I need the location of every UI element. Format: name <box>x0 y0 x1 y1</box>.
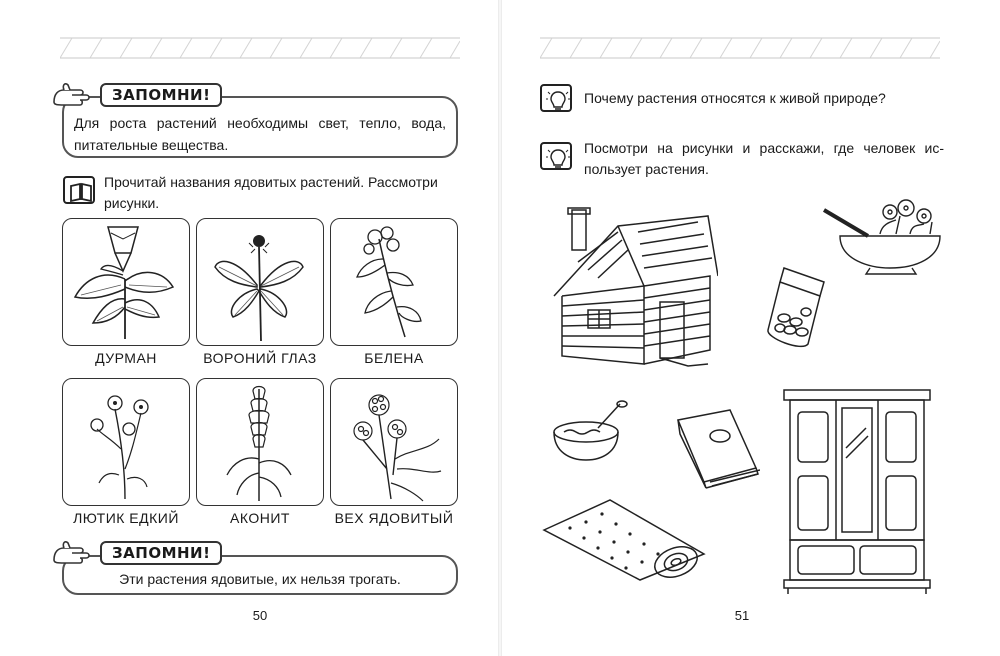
page-number-right: 51 <box>734 608 750 623</box>
question-1-text: Почему растения относятся к живой природе? <box>584 90 886 106</box>
lightbulb-icon <box>540 84 572 112</box>
remember-tag-2: ЗАПОМНИ! <box>100 541 222 565</box>
belena-illustration <box>331 219 456 344</box>
book-icon <box>63 176 95 204</box>
writing-lines <box>540 32 940 62</box>
writing-lines <box>60 32 460 62</box>
mortar-herbs-illustration <box>820 196 950 276</box>
plant-card-lyutik <box>62 378 190 506</box>
plant-label-veh: ВЕХ ЯДОВИТЫЙ <box>334 510 454 526</box>
durman-illustration <box>63 219 188 344</box>
plant-label-akonit: АКОНИТ <box>230 510 290 526</box>
plant-card-durman <box>62 218 190 346</box>
pointing-hand-icon <box>50 538 94 568</box>
plant-card-belena <box>330 218 458 346</box>
veh-illustration <box>331 379 456 504</box>
lyutik-illustration <box>63 379 188 504</box>
plant-card-veh <box>330 378 458 506</box>
right-page <box>500 0 1000 656</box>
akonit-illustration <box>197 379 322 504</box>
plant-label-voroniy-glaz: ВОРОНИЙ ГЛАЗ <box>203 350 317 366</box>
plant-label-belena: БЕЛЕНА <box>364 350 424 366</box>
lightbulb-icon <box>540 142 572 170</box>
wardrobe-illustration <box>782 388 932 594</box>
page-number-left: 50 <box>252 608 268 623</box>
voroniy-glaz-illustration <box>197 219 322 344</box>
question-2-text: Посмотри на рисунки и расскажи, где человек ис-пользует растения. <box>584 140 944 177</box>
plant-card-akonit <box>196 378 324 506</box>
log-house-illustration <box>548 206 718 376</box>
plant-label-lyutik: ЛЮТИК ЕДКИЙ <box>73 510 179 526</box>
fabric-roll-illustration <box>540 496 710 582</box>
remember-text-1: Для роста растений необходимы свет, тепло, вода, питательные вещества. <box>74 115 446 153</box>
book-illustration <box>670 406 760 490</box>
pointing-hand-icon <box>50 80 94 110</box>
porridge-bowl-illustration <box>550 400 630 464</box>
pill-jar-illustration <box>762 262 832 352</box>
task-read-text: Прочитай названия ядовитых растений. Рассмотри рисунки. <box>104 174 438 211</box>
remember-text-2: Эти растения ядовитые, их нельзя трогать. <box>119 571 401 587</box>
remember-tag-1: ЗАПОМНИ! <box>100 83 222 107</box>
plant-label-durman: ДУРМАН <box>95 350 157 366</box>
plant-card-voroniy-glaz <box>196 218 324 346</box>
